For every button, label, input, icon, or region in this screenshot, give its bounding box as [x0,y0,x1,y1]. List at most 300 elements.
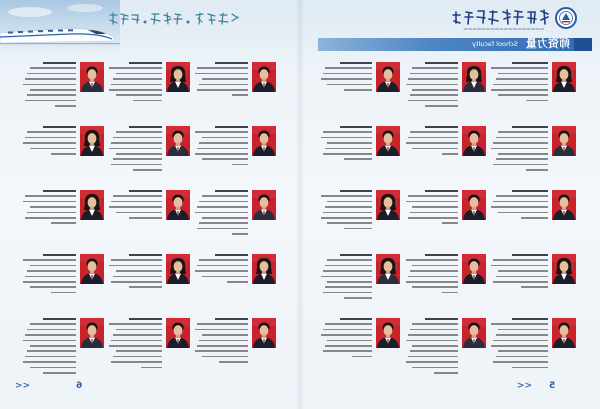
bio-text-line [493,164,548,166]
faculty-bio [108,60,162,120]
bio-text-line [129,217,162,219]
faculty-photo [462,318,486,348]
bio-text-line [195,329,248,331]
faculty-photo [552,318,576,348]
bio-text-line [408,100,458,102]
bio-text-line [30,206,76,208]
bio-text-line [51,222,76,224]
bio-text-line [406,84,458,86]
bio-text-line [25,334,76,336]
bio-text-line [25,356,76,358]
bio-text-line [27,350,76,352]
bio-text-line [408,137,458,139]
bio-text-line [43,318,76,320]
bio-text-line [512,367,548,369]
bio-text-line [30,345,76,347]
bio-text-line [412,206,458,208]
bio-text-line [512,318,548,320]
bio-text-line [30,265,76,267]
section-title-zh: 师资力量 [526,37,570,50]
faculty-photo [80,190,104,220]
faculty-photo [80,318,104,348]
bio-text-line [344,297,372,299]
bio-text-line [23,281,76,283]
bio-text-line [323,270,372,272]
bio-text-line [408,356,458,358]
bio-text-line [25,78,76,80]
bio-text-line [412,89,458,91]
bio-text-line [340,318,372,320]
bio-text-line [493,142,548,144]
bio-text-line [410,212,458,214]
bio-text-line [51,292,76,294]
school-emblem-icon [555,7,577,29]
bio-text-line [344,158,372,160]
faculty-bio [22,252,76,312]
bio-text-line [30,67,76,69]
bio-text-line [113,334,162,336]
bio-text-line [116,329,162,331]
bio-text-line [408,78,458,80]
faculty-photo [252,254,276,284]
faculty-bio [405,124,458,184]
bio-text-line [410,94,458,96]
bio-text-line [111,164,162,166]
faculty-bio [194,124,248,184]
bio-text-line [197,228,248,230]
bio-text-line [111,361,162,363]
faculty-photo [80,62,104,92]
bio-text-line [25,137,76,139]
bio-text-line [116,73,162,75]
bio-text-line [113,137,162,139]
bio-text-line [202,78,248,80]
bio-text-line [526,100,548,102]
bio-text-line [202,195,248,197]
bio-text-line [327,340,372,342]
bio-text-line [23,201,76,203]
bio-text-line [340,62,372,64]
section-title-en: School faculty [472,40,518,48]
bio-text-line [512,62,548,64]
bio-text-line [406,201,458,203]
bio-text-line [227,281,248,283]
bio-text-line [321,195,372,197]
faculty-photo [376,62,400,92]
bio-text-line [129,318,162,320]
faculty-bio [490,316,548,376]
faculty-photo [252,318,276,348]
bio-text-line [195,73,248,75]
bio-text-line [116,270,162,272]
page-arrows-right: << [517,381,533,391]
bio-text-line [325,206,372,208]
bio-text-line [425,190,458,192]
bio-text-line [412,286,458,288]
bio-text-line [344,228,372,230]
bio-text-line [109,206,162,208]
bio-text-line [408,195,458,197]
bio-text-line [493,84,548,86]
bio-text-line [410,350,458,352]
bio-text-line [327,259,372,261]
faculty-photo [376,190,400,220]
faculty-bio [194,252,248,312]
bio-text-line [113,356,162,358]
faculty-bio [405,252,458,312]
bio-text-line [340,126,372,128]
bio-text-line [111,340,162,342]
bio-text-line [410,73,458,75]
bio-text-line [195,212,248,214]
bio-text-line [195,270,248,272]
faculty-bio [108,188,162,248]
bio-text-line [412,323,458,325]
bio-text-line [215,190,248,192]
faculty-photo [166,318,190,348]
faculty-bio [490,252,548,312]
bio-text-line [111,201,162,203]
bio-text-line [323,350,372,352]
bio-text-line [340,190,372,192]
bio-text-line [493,201,548,203]
faculty-bio [490,188,548,248]
faculty-bio [490,60,548,120]
header-bar-end-block [574,38,592,51]
bio-text-line [498,270,548,272]
bio-text-line [27,73,76,75]
bio-text-line [406,259,458,261]
bio-text-line [23,259,76,261]
bio-text-line [442,153,458,155]
bio-text-line [526,169,548,171]
bio-text-line [197,345,248,347]
bio-text-line [408,217,458,219]
bio-text-line [129,286,162,288]
faculty-bio [108,124,162,184]
bio-text-line [321,137,372,139]
bio-text-line [321,276,372,278]
faculty-bio [405,60,458,120]
bio-text-line [232,94,248,96]
bio-text-line [323,73,372,75]
bio-text-line [327,84,372,86]
bio-text-line [202,334,248,336]
bio-text-line [521,286,548,288]
bio-text-line [109,345,162,347]
bio-text-line [425,254,458,256]
faculty-bio [22,60,76,120]
bio-text-line [30,323,76,325]
bio-text-line [412,345,458,347]
bio-text-line [344,89,372,91]
bio-text-line [498,153,548,155]
bio-text-line [406,340,458,342]
bio-text-line [498,212,548,214]
bio-text-line [111,281,162,283]
bio-text-line [327,142,372,144]
faculty-photo [252,126,276,156]
bio-text-line [491,345,548,347]
bio-text-line [425,318,458,320]
bio-text-line [23,340,76,342]
bio-text-line [340,254,372,256]
page-number-left: 6 [76,381,83,391]
bio-text-line [323,153,372,155]
page-number-right: 5 [549,381,556,391]
bio-text-line [43,372,76,374]
bio-text-line [197,265,248,267]
bio-text-line [521,217,548,219]
bio-text-line [141,367,162,369]
faculty-bio [320,252,372,312]
school-name-logotype [452,9,552,33]
bio-text-line [202,217,248,219]
bio-text-line [113,158,162,160]
bio-text-line [410,329,458,331]
bio-text-line [116,350,162,352]
bio-text-line [232,164,248,166]
faculty-photo [376,254,400,284]
bio-text-line [23,142,76,144]
bio-text-line [410,270,458,272]
bio-text-line [43,190,76,192]
bio-text-line [323,131,372,133]
bio-text-line [321,78,372,80]
bio-text-line [215,62,248,64]
faculty-photo [376,318,400,348]
bio-text-line [199,340,248,342]
bio-text-line [30,89,76,91]
faculty-bio [194,60,248,120]
bio-text-line [23,361,76,363]
bio-text-line [195,153,248,155]
faculty-bio [194,316,248,376]
faculty-photo [166,62,190,92]
bio-text-line [30,367,76,369]
bio-text-line [111,259,162,261]
faculty-bio [108,316,162,376]
bio-text-line [25,195,76,197]
bio-text-line [195,131,248,133]
bio-text-line [129,62,162,64]
bio-text-line [215,126,248,128]
bio-text-line [406,142,458,144]
bio-text-line [27,270,76,272]
bio-text-line [27,131,76,133]
bio-text-line [323,329,372,331]
high-speed-train-image [0,0,120,50]
faculty-bio [490,124,548,184]
bio-text-line [498,94,548,96]
bio-text-line [327,201,372,203]
page-fold [296,0,304,409]
bio-text-line [496,195,548,197]
slogan-calligraphy-image [108,11,240,25]
bio-text-line [25,217,76,219]
faculty-bio [320,124,372,184]
bio-text-line [325,345,372,347]
bio-text-line [321,217,372,219]
bio-text-line [408,276,458,278]
bio-text-line [113,195,162,197]
bio-text-line [498,131,548,133]
bio-text-line [199,222,248,224]
bio-text-line [321,334,372,336]
bio-text-line [512,254,548,256]
bio-text-line [116,212,162,214]
bio-text-line [512,190,548,192]
bio-text-line [215,254,248,256]
bio-text-line [199,259,248,261]
bio-text-line [325,148,372,150]
faculty-bio [405,188,458,248]
bio-text-line [109,323,162,325]
bio-text-line [199,84,248,86]
bio-text-line [352,356,372,358]
bio-text-line [498,350,548,352]
faculty-bio [22,188,76,248]
bio-text-line [442,222,458,224]
bio-text-line [129,254,162,256]
faculty-photo [552,62,576,92]
bio-text-line [491,265,548,267]
bio-text-line [23,84,76,86]
bio-text-line [25,100,76,102]
bio-text-line [197,323,248,325]
bio-text-line [325,265,372,267]
faculty-bio [194,188,248,248]
faculty-bio [108,252,162,312]
bio-text-line [27,329,76,331]
bio-text-line [323,292,372,294]
bio-text-line [116,94,162,96]
bio-text-line [442,292,458,294]
bio-text-line [27,212,76,214]
bio-text-line [493,361,548,363]
bio-text-line [195,350,248,352]
bio-text-line [116,131,162,133]
faculty-photo [80,126,104,156]
bio-text-line [197,89,248,91]
bio-text-line [496,276,548,278]
bio-text-line [412,265,458,267]
faculty-photo [552,190,576,220]
bio-text-line [133,100,162,102]
bio-text-line [493,281,548,283]
bio-text-line [43,62,76,64]
bio-text-line [327,281,372,283]
bio-text-line [30,148,76,150]
bio-text-line [512,126,548,128]
bio-text-line [133,169,162,171]
bio-text-line [215,318,248,320]
bio-text-line [202,276,248,278]
bio-text-line [412,148,458,150]
bio-text-line [498,329,548,331]
bio-text-line [412,367,458,369]
bio-text-line [25,276,76,278]
bio-text-line [491,148,548,150]
bio-text-line [325,323,372,325]
bio-text-line [199,142,248,144]
bio-text-line [327,222,372,224]
bio-text-line [55,105,76,107]
faculty-photo [552,126,576,156]
faculty-photo [252,62,276,92]
faculty-bio [22,316,76,376]
bio-text-line [116,153,162,155]
bio-text-line [197,67,248,69]
bio-text-line [43,126,76,128]
bio-text-line [493,259,548,261]
faculty-photo [80,254,104,284]
bio-text-line [406,361,458,363]
faculty-photo [462,254,486,284]
bio-text-line [202,158,248,160]
faculty-photo [552,254,576,284]
bio-text-line [111,84,162,86]
faculty-photo [252,190,276,220]
bio-text-line [325,286,372,288]
bio-text-line [496,137,548,139]
bio-text-line [425,126,458,128]
bio-text-line [199,201,248,203]
bio-text-line [491,323,548,325]
faculty-bio [405,316,458,376]
bio-text-line [27,94,76,96]
faculty-photo [462,62,486,92]
faculty-photo [462,190,486,220]
bio-text-line [434,372,458,374]
bio-text-line [491,67,548,69]
bio-text-line [113,276,162,278]
bio-text-line [43,254,76,256]
faculty-bio [320,316,372,376]
bio-text-line [197,148,248,150]
bio-text-line [323,212,372,214]
bio-text-line [425,62,458,64]
bio-text-line [109,148,162,150]
faculty-photo [166,190,190,220]
bio-text-line [498,73,548,75]
bio-text-line [129,190,162,192]
bio-text-line [109,67,162,69]
bio-text-line [325,67,372,69]
bio-text-line [129,126,162,128]
faculty-photo [166,126,190,156]
bio-text-line [408,334,458,336]
bio-text-line [109,265,162,267]
faculty-bio [320,60,372,120]
bio-text-line [113,78,162,80]
bio-text-line [410,131,458,133]
bio-text-line [406,281,458,283]
page-arrows-left: << [15,381,31,391]
bio-text-line [496,78,548,80]
faculty-photo [166,254,190,284]
bio-text-line [111,142,162,144]
faculty-bio [22,124,76,184]
faculty-photo [376,126,400,156]
bio-text-line [496,356,548,358]
bio-text-line [493,340,548,342]
bio-text-line [30,286,76,288]
bio-text-line [197,206,248,208]
bio-text-line [202,356,248,358]
bio-text-line [109,89,162,91]
bio-text-line [232,233,248,235]
